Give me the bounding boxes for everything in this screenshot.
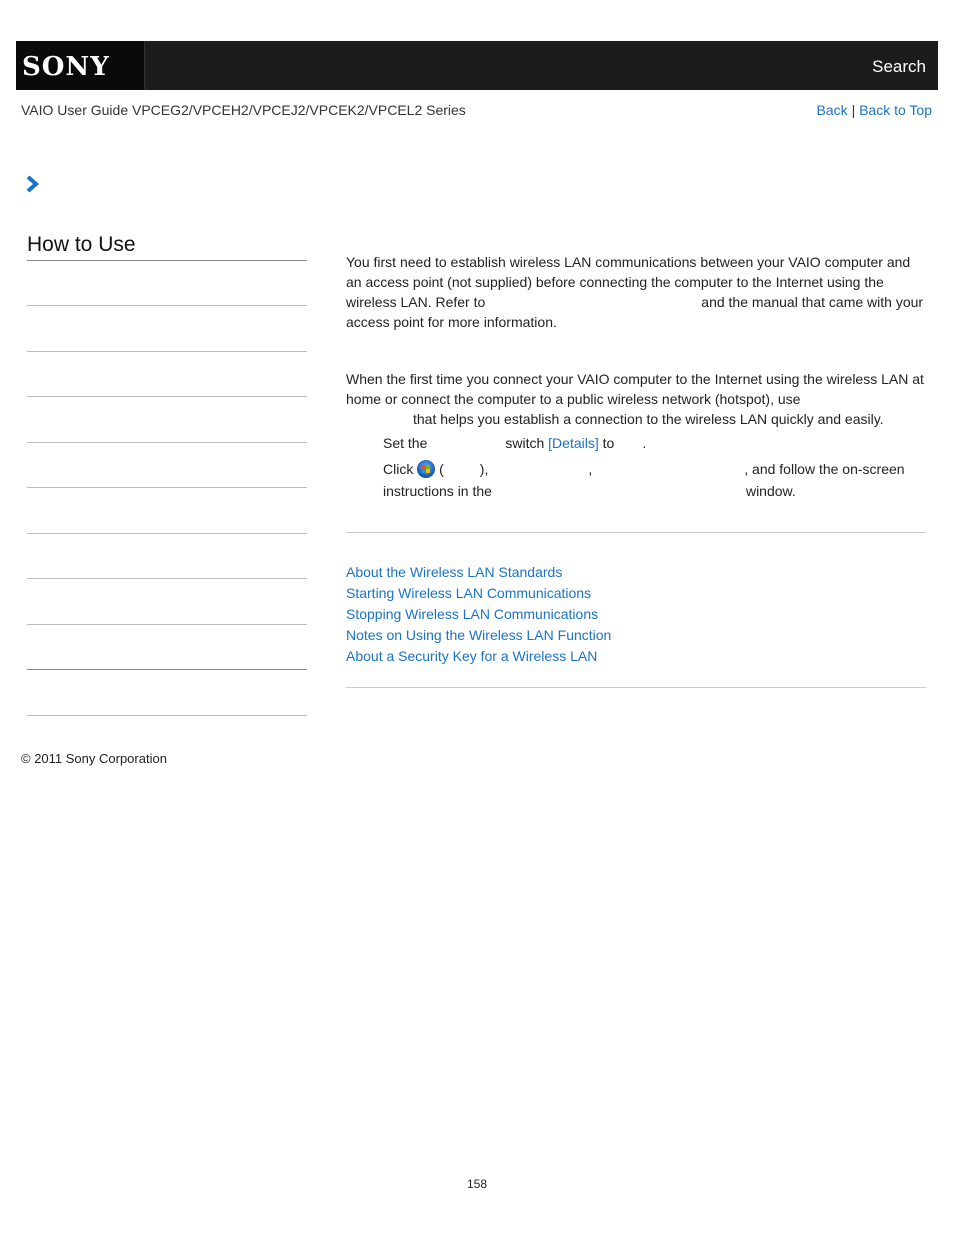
sidebar-divider <box>27 351 307 352</box>
intro-paragraph <box>346 252 926 332</box>
step2-window-text: window. <box>745 483 796 499</box>
nav-links <box>817 102 932 118</box>
step2-click-text: Click <box>383 461 414 477</box>
top-bar <box>16 41 938 90</box>
sidebar-divider <box>27 715 307 716</box>
logo-text: SONY <box>22 52 110 82</box>
sidebar-divider <box>27 396 307 397</box>
step1-period: . <box>642 435 647 451</box>
page-number: 158 <box>466 1177 488 1191</box>
divider <box>346 687 926 688</box>
step-2-continued <box>383 480 796 502</box>
intro-text-b: and the manual that came with your access point for more information. <box>346 294 924 330</box>
guide-title: VAIO User Guide VPCEG2/VPCEH2/VPCEJ2/VPCEK2/VPCEL2 Series <box>21 102 466 118</box>
sidebar-divider <box>27 578 307 579</box>
step2-paren-open: ( <box>439 461 444 477</box>
intro-text-a: You first need to establish wireless LAN communications between your VAIO computer and an access point (not supplied) before connecting the computer to the Internet using the wireless LAN. Refer to <box>346 254 911 310</box>
step-2 <box>383 458 905 480</box>
copyright: © 2011 Sony Corporation <box>21 751 167 766</box>
windows-start-icon[interactable] <box>417 460 435 478</box>
step2-paren-close: ), <box>479 461 489 477</box>
step2-follow-text: , and follow the on-screen <box>744 461 905 477</box>
related-link-starting-communications[interactable]: Starting Wireless LAN Communications <box>346 585 592 601</box>
sidebar-heading: How to Use <box>27 233 136 256</box>
nav-separator: | <box>851 102 856 118</box>
back-to-top-link[interactable]: Back to Top <box>859 102 932 118</box>
related-link-stopping-communications[interactable]: Stopping Wireless LAN Communications <box>346 606 599 622</box>
sidebar-divider <box>27 442 307 443</box>
sidebar-divider <box>27 669 307 670</box>
sidebar-divider <box>27 260 307 261</box>
divider <box>346 532 926 533</box>
sidebar-divider <box>27 533 307 534</box>
search-button[interactable]: Search <box>872 57 926 76</box>
step2-comma: , <box>588 461 593 477</box>
related-link-wireless-lan-standards[interactable]: About the Wireless LAN Standards <box>346 564 563 580</box>
sidebar-divider <box>27 487 307 488</box>
step1-text: Set the <box>383 435 428 451</box>
setup-text-a: When the first time you connect your VAIO computer to the Internet using the wireless LAN at home or connect the computer to a public wireless network (hotspot), use <box>346 371 924 407</box>
details-link[interactable]: [Details] <box>548 435 599 451</box>
setup-paragraph <box>346 369 926 429</box>
step1-to-text: to <box>602 435 615 451</box>
step1-switch-text: switch <box>505 435 545 451</box>
step2-instructions-text: instructions in the <box>383 483 492 499</box>
related-link-security-key[interactable]: About a Security Key for a Wireless LAN <box>346 648 598 664</box>
step-1 <box>383 432 646 454</box>
related-topics <box>346 562 611 667</box>
sony-logo[interactable] <box>16 41 145 90</box>
back-link[interactable]: Back <box>816 102 848 118</box>
sidebar-divider <box>27 624 307 625</box>
related-link-notes-wireless-lan[interactable]: Notes on Using the Wireless LAN Function <box>346 627 612 643</box>
setup-text-b: that helps you establish a connection to the wireless LAN quickly and easily. <box>413 411 884 427</box>
chevron-right-icon[interactable] <box>25 175 41 193</box>
sidebar-divider <box>27 305 307 306</box>
